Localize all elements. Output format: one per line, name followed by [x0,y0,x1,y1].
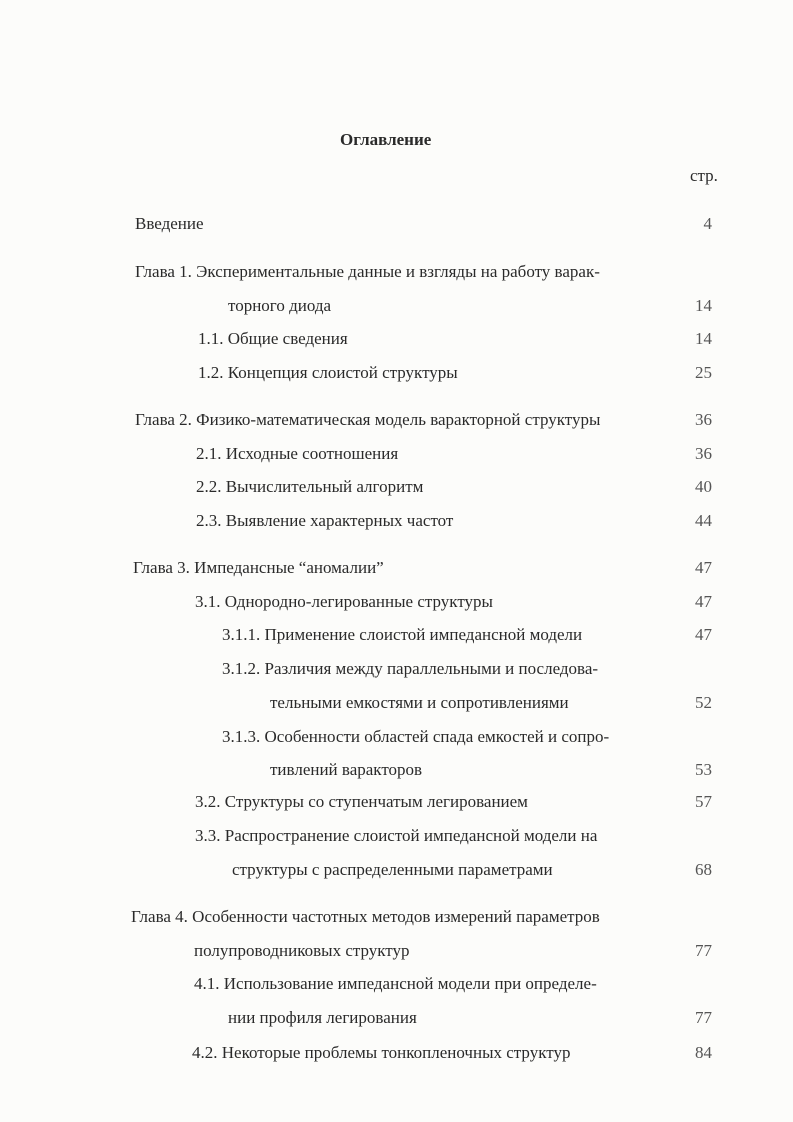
toc-title: Оглавление [340,130,432,149]
toc-page-number: 77 [695,1008,712,1027]
toc-page-number: 77 [695,941,712,960]
toc-entry-2-2: 2.2. Вычислительный алгоритм [196,477,424,496]
toc-page-number: 44 [695,511,712,530]
toc-entry-3-1-3-cont: тивлений варакторов [270,760,423,779]
toc-page-number: 47 [695,592,712,611]
toc-entry-1-1: 1.1. Общие сведения [198,329,348,348]
toc-entry-3-1-2-cont: тельными емкостями и сопротивлениями [270,693,569,712]
toc-page-number: 36 [695,410,712,429]
toc-page-number: 52 [695,693,712,712]
toc-entry-chapter-1-cont: торного диода [228,296,332,315]
toc-page-number: 57 [695,792,712,811]
page-column-label: стр. [690,166,718,185]
toc-page-number: 14 [695,296,712,315]
toc-page-number: 47 [695,625,712,644]
toc-page-number: 36 [695,444,712,463]
toc-entry-2-1: 2.1. Исходные соотношения [196,444,399,463]
toc-entry-intro: Введение [135,214,204,233]
toc-entry-2-3: 2.3. Выявление характерных частот [196,511,454,530]
toc-entry-3-1: 3.1. Однородно-легированные структуры [195,592,493,611]
toc-entry-3-2: 3.2. Структуры со ступенчатым легированием [195,792,528,811]
toc-page-number: 25 [695,363,712,382]
toc-entry-3-1-1: 3.1.1. Применение слоистой импедансной модели [222,625,583,644]
toc-page-number: 40 [695,477,712,496]
toc-entry-4-1-cont: нии профиля легирования [228,1008,417,1027]
toc-entry-chapter-2: Глава 2. Физико-математическая модель варакторной структуры [135,410,601,429]
toc-page-number: 47 [695,558,712,577]
toc-page-number: 84 [695,1043,712,1062]
toc-entry-3-1-2: 3.1.2. Различия между параллельными и последова- [222,659,599,678]
toc-entry-3-3-cont: структуры с распределенными параметрами [232,860,553,879]
toc-page-number: 4 [703,214,712,233]
toc-page-number: 68 [695,860,712,879]
toc-page-number: 53 [695,760,712,779]
toc-entry-chapter-3: Глава 3. Импедансные “аномалии” [133,558,384,577]
toc-page-number: 14 [695,329,712,348]
toc-entry-4-2: 4.2. Некоторые проблемы тонкопленочных структур [192,1043,571,1062]
toc-entry-chapter-4-cont: полупроводниковых структур [194,941,410,960]
toc-entry-chapter-1: Глава 1. Экспериментальные данные и взгляды на работу варак- [135,262,600,281]
toc-entry-4-1: 4.1. Использование импедансной модели при определе- [194,974,597,993]
toc-entry-3-3: 3.3. Распространение слоистой импедансной модели на [195,826,598,845]
toc-entry-1-2: 1.2. Концепция слоистой структуры [198,363,458,382]
toc-entry-3-1-3: 3.1.3. Особенности областей спада емкостей и сопро- [222,727,610,746]
toc-entry-chapter-4: Глава 4. Особенности частотных методов измерений параметров [131,907,600,926]
